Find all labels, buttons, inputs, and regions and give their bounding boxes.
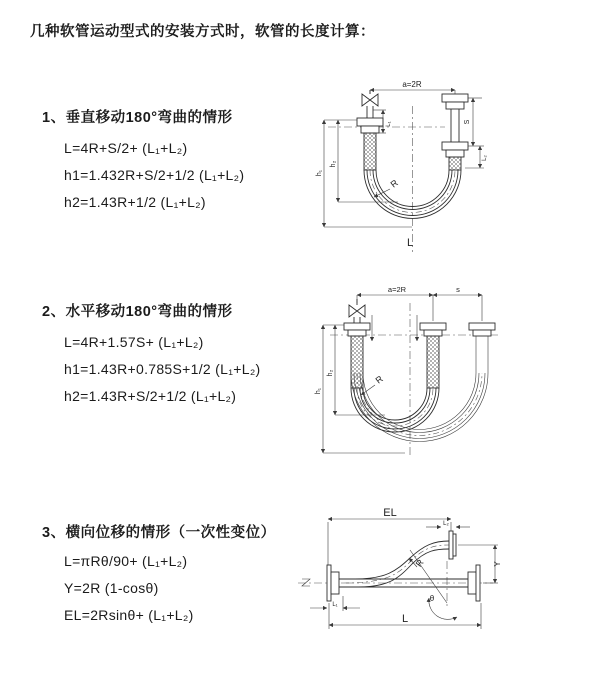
formula-s2-L: L=4R+1.57S+ (L₁+L₂) <box>64 334 204 350</box>
braided-hose-section <box>351 336 363 388</box>
label-l: L <box>401 613 409 625</box>
section-1-formulas <box>64 135 244 216</box>
formula-s1-h1: h1=1.432R+S/2+1/2 (L₁+L₂) <box>64 167 245 183</box>
dimension-l2 <box>426 521 470 527</box>
radius-callout <box>361 373 385 395</box>
braided-hose-section <box>449 157 461 170</box>
middle-pipe-assembly <box>420 323 446 388</box>
label-l1: L₁ <box>386 121 392 127</box>
valve-icon <box>362 90 378 106</box>
dimension-shift-s <box>433 285 482 321</box>
diagram-horizontal-180-bend <box>305 283 595 460</box>
pipe-break-mark <box>302 579 310 586</box>
braided-hose-section <box>364 133 376 170</box>
formula-s2-h2: h2=1.43R+S/2+1/2 (L₁+L₂) <box>64 388 237 404</box>
formula-s2-h1: h1=1.43R+0.785S+1/2 (L₁+L₂) <box>64 361 261 377</box>
radius-construction <box>409 550 447 603</box>
label-y: Y <box>493 561 502 567</box>
label-r: R <box>388 177 400 190</box>
section-1-heading: 1、垂直移动180°弯曲的情形 <box>42 110 233 126</box>
label-a2r: a=2R <box>387 285 407 294</box>
upper-right-flange <box>449 531 456 559</box>
label-l2: L₂ <box>443 521 449 527</box>
formula-s3-Y: Y=2R (1-cosθ) <box>64 580 159 596</box>
left-pipe-assembly <box>357 106 383 170</box>
section-2-heading: 2、水平移动180°弯曲的情形 <box>42 304 233 320</box>
displaced-hose-s-curve <box>343 541 449 587</box>
dimension-s <box>464 98 484 146</box>
label-h2: h₂ <box>327 369 334 377</box>
right-lower-flange <box>468 565 480 601</box>
dimension-l2 <box>465 146 488 168</box>
shifted-pipe-assembly <box>469 323 495 373</box>
dimension-l <box>329 603 481 629</box>
label-s: S <box>464 119 471 125</box>
label-shift-s: s <box>456 285 460 294</box>
braided-hose-section <box>427 336 439 388</box>
label-l2: L₂ <box>482 155 488 161</box>
page-title: 几种软管运动型式的安装方式时，软管的长度计算： <box>30 24 375 40</box>
hose-u-bend-original <box>351 388 439 432</box>
diagram-lateral-displacement <box>298 503 598 648</box>
angle-theta <box>429 594 457 619</box>
label-h1: h₁ <box>316 169 323 177</box>
dimension-l1 <box>310 596 360 611</box>
centerlines <box>328 106 445 252</box>
formula-s3-L: L=πRθ/90+ (L₁+L₂) <box>64 553 188 569</box>
formula-s1-h2: h2=1.43R+1/2 (L₁+L₂) <box>64 194 206 210</box>
label-theta: θ <box>429 594 435 603</box>
formula-s3-EL: EL=2Rsinθ+ (L₁+L₂) <box>64 607 194 623</box>
label-h1: h₁ <box>315 387 322 395</box>
diagram-vertical-180-bend <box>310 70 595 260</box>
label-h2: h₂ <box>330 160 337 168</box>
label-a2r: a=2R <box>402 80 422 89</box>
label-total-length: L <box>406 237 414 249</box>
valve-icon <box>349 299 365 323</box>
label-el: EL <box>383 507 397 519</box>
label-r: R <box>373 373 385 386</box>
formula-s1-L: L=4R+S/2+ (L₁+L₂) <box>64 140 188 156</box>
radius-callout <box>374 177 400 197</box>
right-pipe-assembly <box>442 94 468 170</box>
label-r: R <box>413 557 426 569</box>
section-2-formulas <box>64 329 261 410</box>
dimension-a2r <box>370 80 455 94</box>
hose-u-bend-shifted <box>351 373 488 442</box>
left-flange <box>327 565 339 601</box>
dimension-a2r <box>357 285 433 321</box>
dimension-el <box>328 507 451 565</box>
section-3-heading: 3、横向位移的情形（一次性变位） <box>42 525 276 541</box>
section-3-formulas <box>64 548 194 629</box>
label-l1: L₁ <box>332 602 338 608</box>
